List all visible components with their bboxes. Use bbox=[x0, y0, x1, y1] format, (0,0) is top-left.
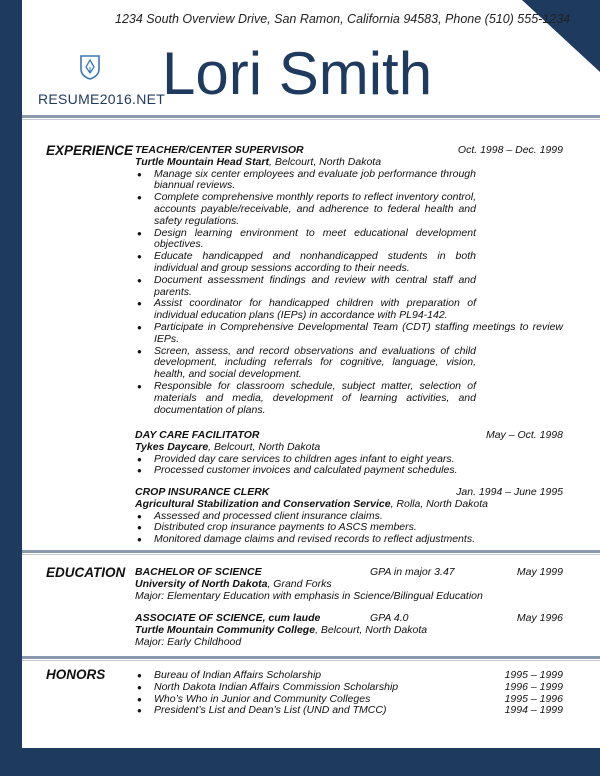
section-divider bbox=[22, 550, 600, 553]
list-item: ● Provided day care services to children ages infant to eight years. bbox=[135, 454, 563, 466]
left-accent-bar bbox=[0, 0, 22, 776]
job-employer: Tykes Daycare bbox=[135, 440, 209, 453]
section-divider-thin bbox=[22, 554, 600, 555]
list-item: ● Design learning environment to meet educational development objectives. bbox=[135, 228, 476, 252]
school-name: University of North Dakota bbox=[135, 577, 268, 590]
job-employer: Agricultural Stabilization and Conservation Service bbox=[135, 497, 391, 510]
section-divider-thin bbox=[22, 660, 600, 661]
job-location: , Rolla, North Dakota bbox=[390, 497, 489, 510]
logo-text: RESUME2016.NET bbox=[38, 91, 166, 107]
honor-name: ● North Dakota Indian Affairs Commission Scholarship bbox=[154, 680, 399, 693]
list-item: ● Distributed crop insurance payments to ASCS members. bbox=[135, 522, 563, 534]
degree-bachelor bbox=[135, 567, 563, 602]
job-title: CROP INSURANCE CLERK bbox=[135, 486, 270, 498]
candidate-name: Lori Smith bbox=[162, 40, 433, 107]
list-item: ● Screen, assess, and record observations and evaluations of child development, including referrals for cognitive, language, vision, health, and social development. bbox=[135, 346, 476, 381]
degree-gpa: GPA 4.0 bbox=[370, 612, 409, 624]
honor-name: ● President’s List and Dean’s List (UND and TMCC) bbox=[154, 704, 387, 717]
contact-address: 1234 South Overview Drive, San Ramon, California 94583, Phone (510) 555-1234 bbox=[115, 12, 571, 26]
list-item: ● Assessed and processed client insurance claims. bbox=[135, 511, 563, 523]
honor-years: 1994 – 1999 bbox=[504, 704, 563, 717]
honor-years: 1995 – 1999 bbox=[504, 669, 563, 681]
honor-years: 1995 – 1996 bbox=[504, 692, 563, 705]
list-item bbox=[135, 705, 563, 717]
honor-name: ● Who’s Who in Junior and Community Colleges bbox=[154, 692, 371, 705]
job-location: , Belcourt, North Dakota bbox=[208, 440, 321, 453]
list-item: ● Document assessment findings and review with central staff and parents. bbox=[135, 275, 476, 299]
list-item: ● Assist coordinator for handicapped children with preparation of individual education plans (IEPs) in accordance with PL94-142. bbox=[135, 298, 476, 322]
degree-major: Major: Elementary Education with emphasis in Science/Bilingual Education bbox=[135, 589, 483, 602]
header-divider-thin bbox=[22, 119, 600, 120]
job-crop-insurance bbox=[135, 487, 563, 546]
honors-heading: HONORS bbox=[46, 667, 106, 682]
degree-associate bbox=[135, 613, 563, 648]
job-daycare bbox=[135, 430, 563, 477]
job-dates: Jan. 1994 – June 1995 bbox=[456, 486, 563, 498]
honors-list bbox=[135, 670, 563, 717]
section-divider bbox=[22, 656, 600, 659]
school-name: Turtle Mountain Community College bbox=[135, 623, 316, 636]
list-item: ● Responsible for classroom schedule, subject matter, selection of materials and media, development of learning activities, and documentation of plans. bbox=[135, 381, 476, 416]
honor-years: 1996 – 1999 bbox=[504, 680, 563, 693]
list-item bbox=[135, 682, 563, 694]
list-item: ● Manage six center employees and evaluate job performance through biannual reviews. bbox=[135, 169, 476, 193]
corner-triangle bbox=[522, 0, 600, 72]
school-location: , Belcourt, North Dakota bbox=[315, 623, 428, 636]
job-dates: Oct. 1998 – Dec. 1999 bbox=[457, 144, 563, 156]
job-location: , Belcourt, North Dakota bbox=[268, 155, 382, 168]
education-heading: EDUCATION bbox=[46, 565, 126, 580]
list-item: ● Educate handicapped and nonhandicapped students in both individual and group sessions according to their needs. bbox=[135, 251, 476, 275]
job-dates: May – Oct. 1998 bbox=[485, 429, 563, 441]
list-item: ● Participate in Comprehensive Developmental Team (CDT) staffing meetings to review IEPs. bbox=[135, 322, 563, 346]
header-divider bbox=[22, 115, 600, 118]
list-item: ● Monitored damage claims and revised records to reflect adjustments. bbox=[135, 534, 563, 546]
job-title: DAY CARE FACILITATOR bbox=[135, 429, 260, 441]
pen-nib-shield-icon bbox=[79, 54, 101, 80]
degree-date: May 1999 bbox=[516, 566, 563, 578]
honor-name: ● Bureau of Indian Affairs Scholarship bbox=[154, 669, 322, 681]
degree-name: ASSOCIATE OF SCIENCE, cum laude bbox=[135, 612, 321, 624]
job-title: TEACHER/CENTER SUPERVISOR bbox=[135, 144, 304, 156]
experience-heading: EXPERIENCE bbox=[46, 143, 134, 158]
job-employer: Turtle Mountain Head Start bbox=[135, 155, 269, 168]
degree-gpa: GPA in major 3.47 bbox=[370, 566, 455, 578]
job-teacher bbox=[135, 145, 563, 416]
degree-date: May 1996 bbox=[516, 612, 563, 624]
degree-name: BACHELOR OF SCIENCE bbox=[135, 566, 262, 578]
list-item: ● Complete comprehensive monthly reports to reflect inventory control, accounts payable/receivable, and adherence to federal health and safety regulations. bbox=[135, 192, 476, 227]
degree-major: Major: Early Childhood bbox=[135, 635, 242, 648]
list-item: ● Processed customer invoices and calculated payment schedules. bbox=[135, 465, 563, 477]
school-location: , Grand Forks bbox=[267, 577, 332, 590]
bottom-accent-bar bbox=[0, 748, 600, 776]
